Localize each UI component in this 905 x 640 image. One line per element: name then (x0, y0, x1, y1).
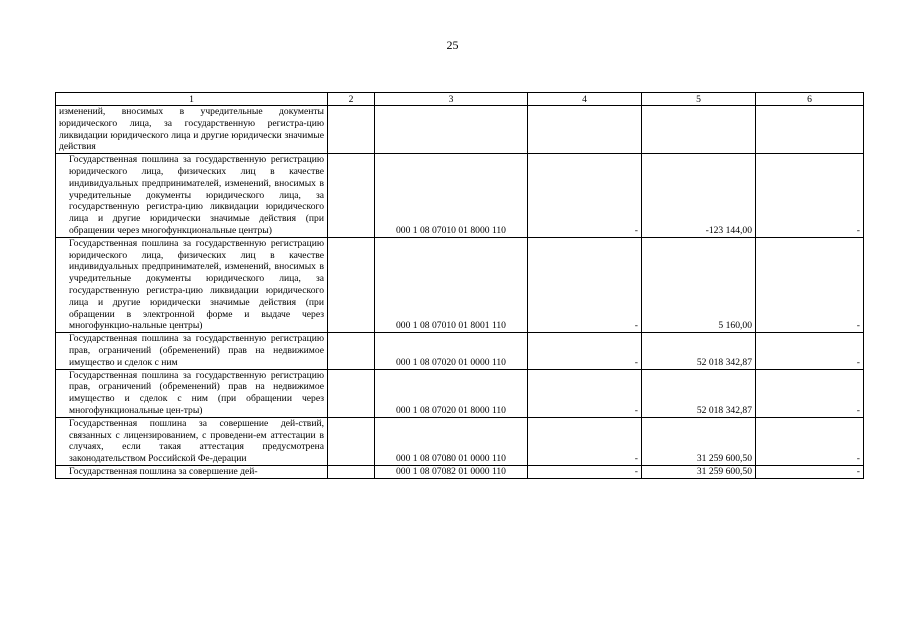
table-row (56, 333, 864, 369)
row-code: 000 1 08 07082 01 0000 110 (375, 465, 528, 478)
row-code (375, 106, 528, 154)
row-col4: - (528, 369, 642, 417)
row-col2 (328, 333, 375, 369)
row-col2 (328, 465, 375, 478)
row-col4: - (528, 333, 642, 369)
row-col5: 52 018 342,87 (642, 333, 756, 369)
row-col5: 31 259 600,50 (642, 417, 756, 465)
row-code: 000 1 08 07010 01 8000 110 (375, 154, 528, 238)
row-description (56, 417, 328, 465)
row-col5: 31 259 600,50 (642, 465, 756, 478)
column-header: 4 (528, 93, 642, 106)
row-description (56, 369, 328, 417)
row-col4 (528, 106, 642, 154)
column-header: 1 (56, 93, 328, 106)
row-col6: - (756, 417, 864, 465)
table-row (56, 154, 864, 238)
table-row (56, 465, 864, 478)
row-col4: - (528, 154, 642, 238)
column-header: 6 (756, 93, 864, 106)
row-code: 000 1 08 07080 01 0000 110 (375, 417, 528, 465)
row-col6 (756, 106, 864, 154)
row-col2 (328, 417, 375, 465)
row-description-text: Государственная пошлина за государственную регистрацию прав, ограничений (обременений) прав на недвижимое имущество и сделок с ним (при обращении через многофункциональные цен-тры) (69, 369, 324, 416)
column-header: 3 (375, 93, 528, 106)
row-description-text: Государственная пошлина за совершение дей- (69, 465, 258, 477)
row-description-text: Государственная пошлина за государственную регистрацию прав, ограничений (обременений) прав на недвижимое имущество и сделок с ним (69, 333, 324, 368)
table-row (56, 369, 864, 417)
row-code: 000 1 08 07020 01 0000 110 (375, 333, 528, 369)
row-description (56, 154, 328, 238)
row-col5 (642, 106, 756, 154)
column-header: 2 (328, 93, 375, 106)
row-col5: 52 018 342,87 (642, 369, 756, 417)
column-header: 5 (642, 93, 756, 106)
row-description-text: Государственная пошлина за государственную регистрацию юридического лица, физических лиц в качестве индивидуальных предпринимателей, изменений, вносимых в учредительные документы юридического лица, за государственную регистра-цию ликвидации юридического лица и другие юридически значимые действия (при обращении в электронной форме и выдаче через многофункцио-нальные центры) (69, 237, 324, 332)
row-col6: - (756, 237, 864, 332)
row-col6: - (756, 369, 864, 417)
row-col6: - (756, 333, 864, 369)
row-col5: -123 144,00 (642, 154, 756, 238)
row-col6: - (756, 154, 864, 238)
table-row (56, 417, 864, 465)
table-header-row (56, 93, 864, 106)
row-description: изменений, вносимых в учредительные документы юридического лица, за государственную регистра-цию ликвидации юридического лица и другие юридически значимые действия (56, 106, 328, 154)
row-description-text: Государственная пошлина за совершение дей-ствий, связанных с лицензированием, с проведени-ем аттестации в случаях, если такая аттестация предусмотрена законодательством Российской Фе-дерации (69, 417, 324, 465)
row-col5: 5 160,00 (642, 237, 756, 332)
page-number: 25 (446, 38, 459, 52)
row-description (56, 333, 328, 369)
budget-table (55, 92, 864, 479)
row-col2 (328, 369, 375, 417)
row-description (56, 465, 328, 478)
row-code: 000 1 08 07020 01 8000 110 (375, 369, 528, 417)
row-code: 000 1 08 07010 01 8001 110 (375, 237, 528, 332)
row-col4: - (528, 465, 642, 478)
table-row (56, 106, 864, 154)
row-col2 (328, 237, 375, 332)
row-description-text: Государственная пошлина за государственную регистрацию юридического лица, физических лиц в качестве индивидуальных предпринимателей, изменений, вносимых в учредительные документы юридического лица, за государственную регистра-цию ликвидации юридического лица и другие юридически значимые действия (при обращении через многофункциональные центры) (69, 154, 324, 236)
row-col6: - (756, 465, 864, 478)
row-description (56, 237, 328, 332)
row-col4: - (528, 237, 642, 332)
row-col2 (328, 106, 375, 154)
row-col2 (328, 154, 375, 238)
row-col4: - (528, 417, 642, 465)
table-row (56, 237, 864, 332)
